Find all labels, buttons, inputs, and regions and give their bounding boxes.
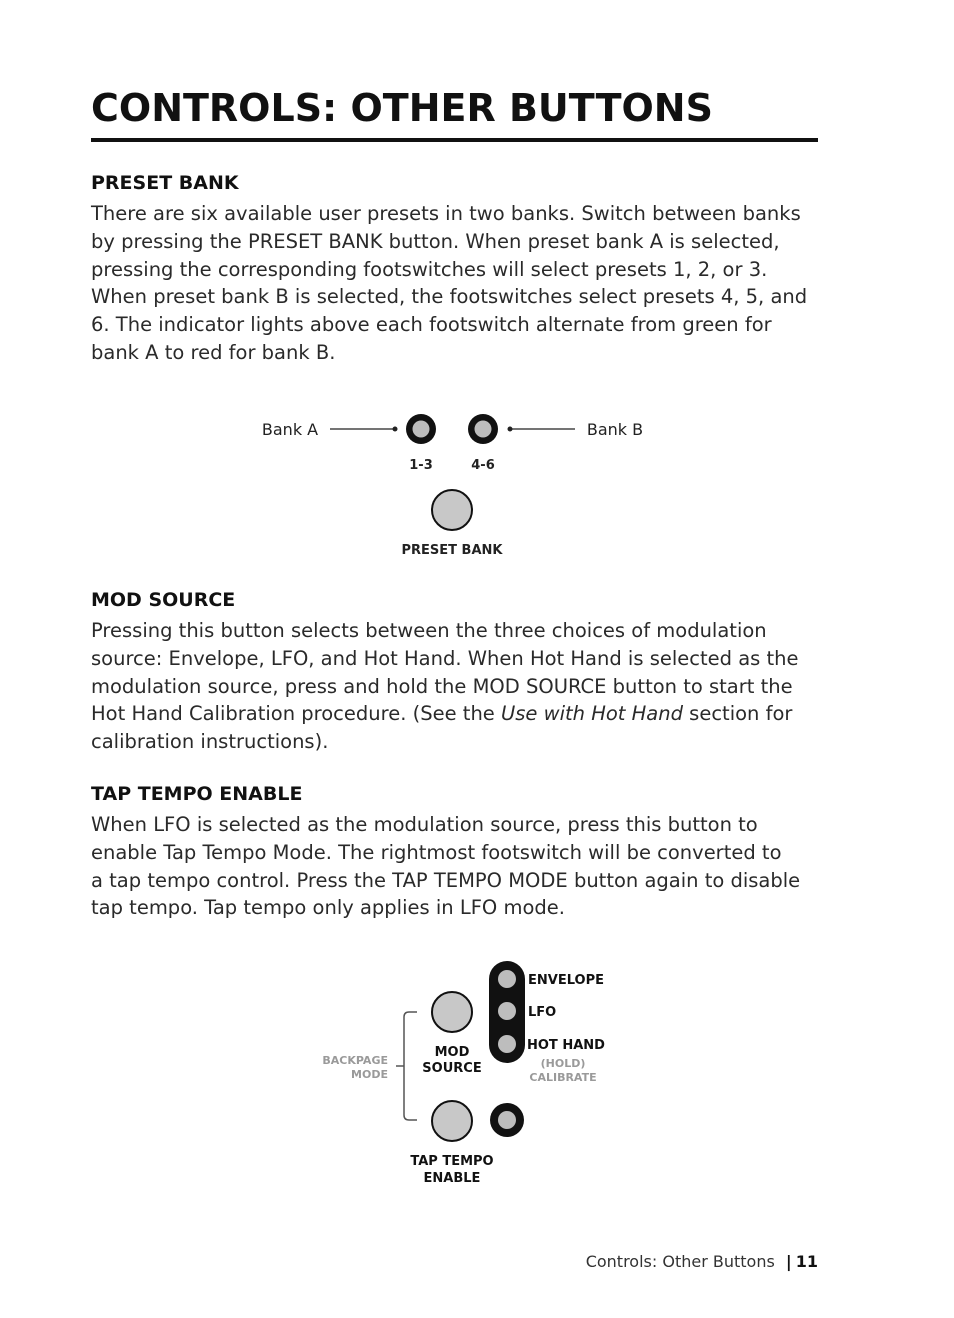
backpage-label-line1: BACKPAGE <box>322 1054 388 1067</box>
text-line: When LFO is selected as the modulation source, press this button to <box>91 813 758 836</box>
backpage-label-line2: MODE <box>351 1068 388 1081</box>
hold-label: (HOLD) <box>540 1057 586 1070</box>
preset-bank-diagram <box>0 395 954 570</box>
mod-source-diagram <box>0 950 954 1195</box>
text-line: calibration instructions). <box>91 730 329 754</box>
tap-tempo-heading: TAP TEMPO ENABLE <box>91 783 303 805</box>
envelope-led <box>498 970 516 988</box>
preset-bank-heading: PRESET BANK <box>91 172 239 194</box>
hot-hand-led <box>498 1035 516 1053</box>
tap-tempo-led-lens <box>498 1111 516 1129</box>
text-line: modulation source, press and hold the MOD SOURCE button to start the <box>91 674 793 698</box>
text-fragment: section for <box>682 702 793 726</box>
text-line: enable Tap Tempo Mode. The rightmost footswitch will be converted to <box>91 840 782 864</box>
text-line: by pressing the PRESET BANK button. When preset bank A is selected, <box>91 229 780 253</box>
hot-hand-label: HOT HAND <box>527 1038 605 1053</box>
text-line: There are six available user presets in two banks. Switch between banks <box>91 202 801 225</box>
calibrate-label: CALIBRATE <box>529 1071 597 1084</box>
mod-source-label-line2: SOURCE <box>422 1061 482 1076</box>
bank-a-leader-dot <box>393 427 398 432</box>
preset-bank-button[interactable] <box>432 490 472 530</box>
text-line: bank A to red for bank B. <box>91 340 336 364</box>
text-line: pressing the corresponding footswitches will select presets 1, 2, or 3. <box>91 257 768 281</box>
title-rule <box>91 138 818 142</box>
text-line: 6. The indicator lights above each footswitch alternate from green for <box>91 313 772 337</box>
tap-tempo-label-line1: TAP TEMPO <box>410 1154 494 1169</box>
preset-bank-text <box>91 200 821 367</box>
use-with-hot-hand-reference: Use with Hot Hand <box>501 702 683 726</box>
bank-a-led-lens <box>413 421 430 438</box>
text-fragment: Hot Hand Calibration procedure. (See the <box>91 702 501 726</box>
tap-tempo-label-line2: ENABLE <box>423 1171 481 1186</box>
preset-bank-button-label: PRESET BANK <box>401 543 503 558</box>
lfo-label: LFO <box>528 1005 557 1020</box>
page-number: 11 <box>795 1252 818 1271</box>
text-line: source: Envelope, LFO, and Hot Hand. When Hot Hand is selected as the <box>91 646 799 670</box>
mod-source-button[interactable] <box>432 992 472 1032</box>
mod-source-heading: MOD SOURCE <box>91 589 236 611</box>
page-title: CONTROLS: OTHER BUTTONS <box>91 86 713 130</box>
text-line: tap tempo. Tap tempo only applies in LFO mode. <box>91 896 565 920</box>
bank-b-label: Bank B <box>586 420 644 439</box>
tap-tempo-text <box>91 811 821 922</box>
mod-source-label-line1: MOD <box>434 1045 470 1060</box>
footer-separator: | <box>785 1252 792 1271</box>
text-line: a tap tempo control. Press the TAP TEMPO MODE button again to disable <box>91 868 801 892</box>
mod-source-text <box>91 617 821 756</box>
text-line: When preset bank B is selected, the footswitches select presets 4, 5, and <box>91 285 808 309</box>
led-a-range-label: 1-3 <box>409 458 433 473</box>
envelope-label: ENVELOPE <box>528 973 604 988</box>
text-line: Pressing this button selects between the three choices of modulation <box>91 619 767 642</box>
footer-section-title: Controls: Other Buttons <box>585 1252 775 1271</box>
backpage-bracket <box>404 1012 417 1120</box>
bank-a-label: Bank A <box>261 420 319 439</box>
tap-tempo-button[interactable] <box>432 1101 472 1141</box>
page-footer <box>586 1252 818 1271</box>
bank-b-led-lens <box>475 421 492 438</box>
lfo-led <box>498 1002 516 1020</box>
led-b-range-label: 4-6 <box>471 458 495 473</box>
text-line <box>91 700 821 728</box>
